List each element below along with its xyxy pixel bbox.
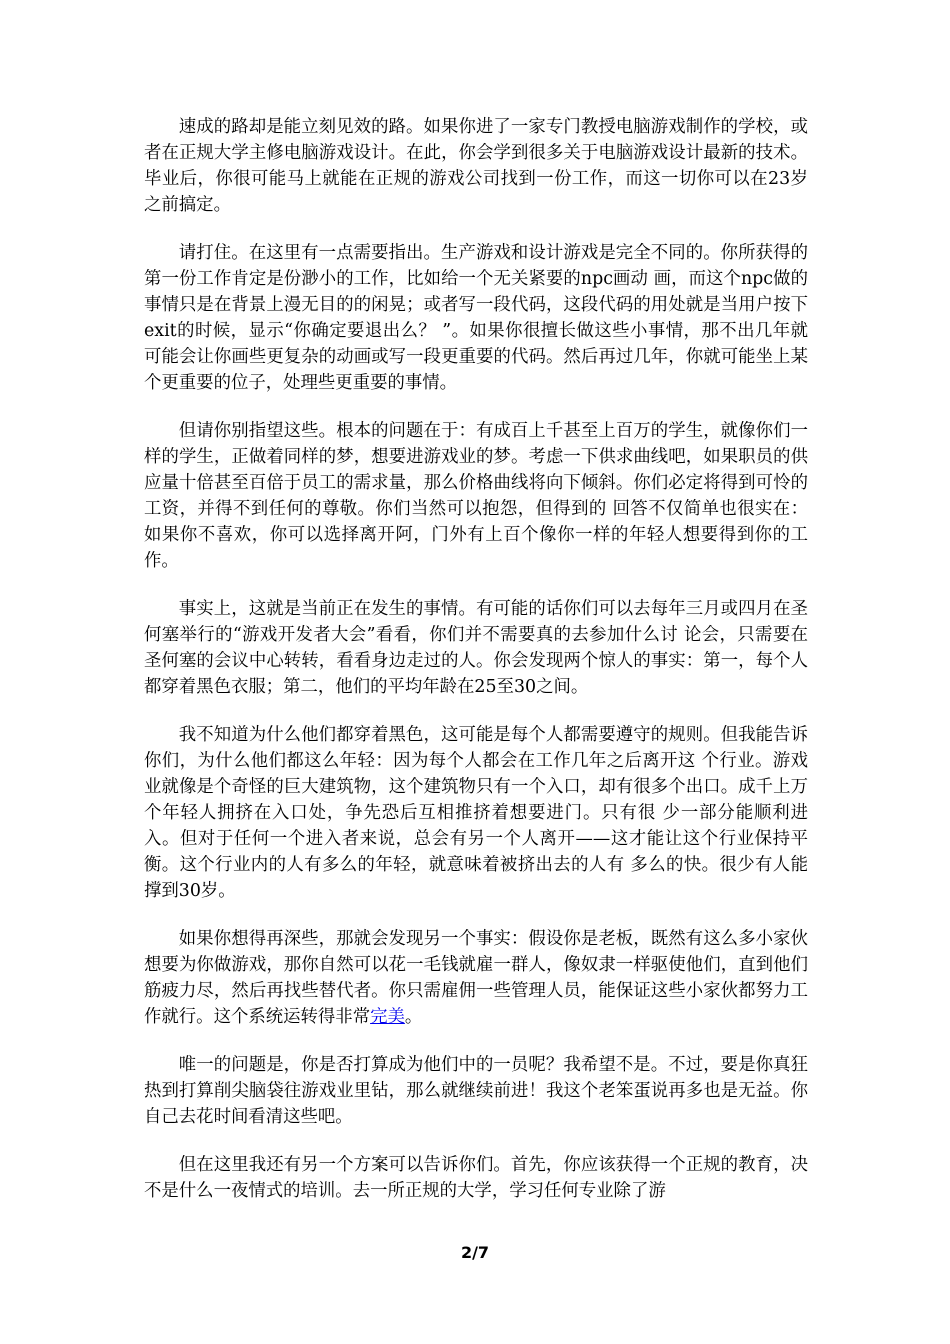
paragraph-4: 事实上，这就是当前正在发生的事情。有可能的话你们可以去每年三月或四月在圣何塞举行的“游戏开发者大会”看看，你们并不需要真的去参加什么讨 论会，只需要在圣何塞的会议中心转转，看看身边走过的人。你会发现两个惊人的事实：第一，每个人都穿着黑色衣服；第二，他们的平均年龄在25至30之间。 <box>144 599 808 697</box>
paragraph-6-text: 如果你想得再深些，那就会发现另一个事实：假设你是老板，既然有这么多小家伙想要为你做游戏，那你自然可以花一毛钱就雇一群人，像奴隶一样驱使他们，直到他们筋疲力尽，然后再找些替代者。你只需雇佣一些管理人员，能保证这些小家伙都努力工作就行。这个系统运转得非常 <box>144 929 808 1027</box>
page-number: 2/7 <box>460 1243 490 1262</box>
document-body <box>144 114 808 1226</box>
paragraph-6-tail: 。 <box>404 1007 423 1027</box>
paragraph-1: 速成的路却是能立刻见效的路。如果你进了一家专门教授电脑游戏制作的学校，或者在正规大学主修电脑游戏设计。在此，你会学到很多关于电脑游戏设计最新的技术。毕业后，你很可能马上就能在正规的游戏公司找到一份工作，而这一切你可以在23岁之前搞定。 <box>144 117 808 215</box>
paragraph-5: 我不知道为什么他们都穿着黑色，这可能是每个人都需要遵守的规则。但我能告诉你们，为什么他们都这么年轻：因为每个人都会在工作几年之后离开这 个行业。游戏业就像是个奇怪的巨大建筑物，这个建筑物只有一个入口，却有很多个出口。成千上万个年轻人拥挤在入口处，争先恐后互相推挤着想要进门。只有很 少一部分能顺利进入。但对于任何一个进入者来说，总会有另一个人离开——这才能让这个行业保持平衡。这个行业内的人有多么的年轻，就意味着被挤出去的人有 多么的快。很少有人能撑到30岁。 <box>144 725 808 901</box>
paragraph-8: 但在这里我还有另一个方案可以告诉你们。首先，你应该获得一个正规的教育，决不是什么一夜情式的培训。去一所正规的大学，学习任何专业除了游 <box>144 1155 808 1201</box>
paragraph-7: 唯一的问题是，你是否打算成为他们中的一员呢？我希望不是。不过，要是你真狂热到打算削尖脑袋往游戏业里钻，那么就继续前进！我这个老笨蛋说再多也是无益。你自己去花时间看清这些吧。 <box>144 1055 808 1127</box>
perfect-link[interactable]: 完美 <box>370 1007 405 1027</box>
paragraph-6 <box>144 926 808 1030</box>
paragraph-3: 但请你别指望这些。根本的问题在于：有成百上千甚至上百万的学生，就像你们一样的学生，正做着同样的梦，想要进游戏业的梦。考虑一下供求曲线吧，如果职员的供应量十倍甚至百倍于员工的需求量，那么价格曲线将向下倾斜。你们必定将得到可怜的工资，并得不到任何的尊敬。你们当然可以抱怨，但得到的 回答不仅简单也很实在：如果你不喜欢，你可以选择离开阿，门外有上百个像你一样的年轻人想要得到你的工作。 <box>144 421 808 571</box>
paragraph-2: 请打住。在这里有一点需要指出。生产游戏和设计游戏是完全不同的。你所获得的第一份工作肯定是份渺小的工作，比如给一个无关紧要的npc画动 画，而这个npc做的事情只是在背景上漫无目的的闲晃；或者写一段代码，这段代码的用处就是当用户按下exit的时候，显示“你确定要退出么？ ”。如果你很擅长做这些小事情，那不出几年就可能会让你画些更复杂的动画或写一段更重要的代码。然后再过几年，你就可能坐上某个更重要的位子，处理些更重要的事情。 <box>144 243 808 393</box>
